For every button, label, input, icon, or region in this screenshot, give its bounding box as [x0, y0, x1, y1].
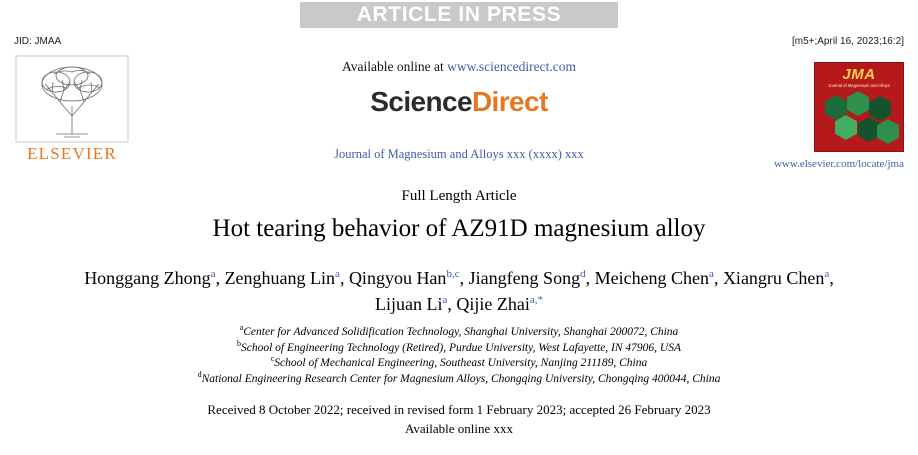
article-history-line-1: Received 8 October 2022; received in revised form 1 February 2023; accepted 26 February 2023: [207, 402, 711, 417]
author-name: Jiangfeng Song: [468, 268, 581, 288]
author-affiliation-mark: a: [824, 268, 830, 280]
author-name: Qijie Zhai: [456, 294, 530, 314]
sciencedirect-link[interactable]: www.sciencedirect.com: [447, 59, 576, 74]
journal-id-label: JID: JMAA: [14, 36, 62, 47]
author-affiliation-mark: a: [709, 268, 714, 280]
affiliation-item: [60, 369, 858, 388]
article-history: [0, 400, 918, 438]
author-name: Honggang Zhong: [84, 268, 211, 288]
page-title: Hot tearing behavior of AZ91D magnesium alloy: [212, 215, 706, 242]
affiliation-text: School of Mechanical Engineering, Southeast University, Nanjing 211189, China: [274, 357, 648, 369]
author-list: Honggang Zhong$^a$, Zenghuang Lin$^a$, Qingyou Han$^{b,c}$, Jiangfeng Song$^d$, Meicheng Chen$^a$, Xiangru Chen$^a$, Lijuan Li$^a$, Qijie Zhai$^{a,*}$: [84, 268, 834, 314]
author-affiliation-mark: a: [442, 294, 448, 306]
article-history-line-2: Available online xxx: [404, 421, 514, 436]
sciencedirect-wordmark: [0, 86, 918, 118]
sciencedirect-word-science: Science: [370, 86, 472, 117]
article-in-press-banner-label: ARTICLE IN PRESS: [356, 3, 562, 26]
author-affiliation-mark: d: [580, 268, 586, 280]
journal-cover-title: JMA: [842, 66, 876, 83]
journal-cover-artwork: [819, 91, 899, 147]
journal-homepage-link[interactable]: www.elsevier.com/locate/jma: [773, 158, 904, 170]
author-name: Qingyou Han: [348, 268, 447, 288]
author-name: Lijuan Li: [375, 294, 443, 314]
article-type-label: Full Length Article: [401, 188, 517, 204]
affiliation-item: [60, 338, 858, 357]
affiliation-item: [60, 325, 858, 341]
affiliation-text: National Engineering Research Center for Magnesium Alloys, Chongqing University, Chongqing 400044, China: [201, 372, 721, 385]
affiliation-text: Center for Advanced Solidification Technology, Shanghai University, Shanghai 200072, China: [243, 326, 679, 338]
available-online-line: [0, 59, 918, 75]
affiliation-mark: b: [236, 338, 241, 348]
journal-citation-line: Journal of Magnesium and Alloys xxx (xxxx) xxx: [334, 147, 584, 161]
affiliation-mark: d: [197, 369, 202, 379]
author-affiliation-mark: b,c: [446, 268, 460, 280]
affiliation-mark: a: [239, 323, 244, 333]
author-affiliation-mark: a,*: [529, 294, 543, 306]
affiliation-text: School of Engineering Technology (Retired), Purdue University, West Lafayette, IN 47906, USA: [240, 341, 681, 354]
affiliation-mark: c: [270, 354, 275, 364]
author-name: Xiangru Chen: [722, 268, 825, 288]
author-name: Meicheng Chen: [594, 268, 710, 288]
production-stamp-label: [m5+;April 16, 2023;16:2]: [791, 36, 904, 47]
author-affiliation-mark: a: [210, 268, 216, 280]
sciencedirect-word-direct: Direct: [471, 86, 548, 117]
journal-cover-subtitle: Journal of Magnesium and Alloys: [828, 83, 890, 88]
affiliation-item: [60, 356, 858, 372]
author-name: Zenghuang Lin: [224, 268, 336, 288]
journal-cover-thumbnail: [814, 62, 904, 152]
elsevier-wordmark: ELSEVIER: [27, 144, 117, 163]
affiliation-list: [60, 325, 858, 387]
available-online-prefix: Available online at: [342, 59, 448, 74]
author-affiliation-mark: a: [335, 268, 340, 280]
